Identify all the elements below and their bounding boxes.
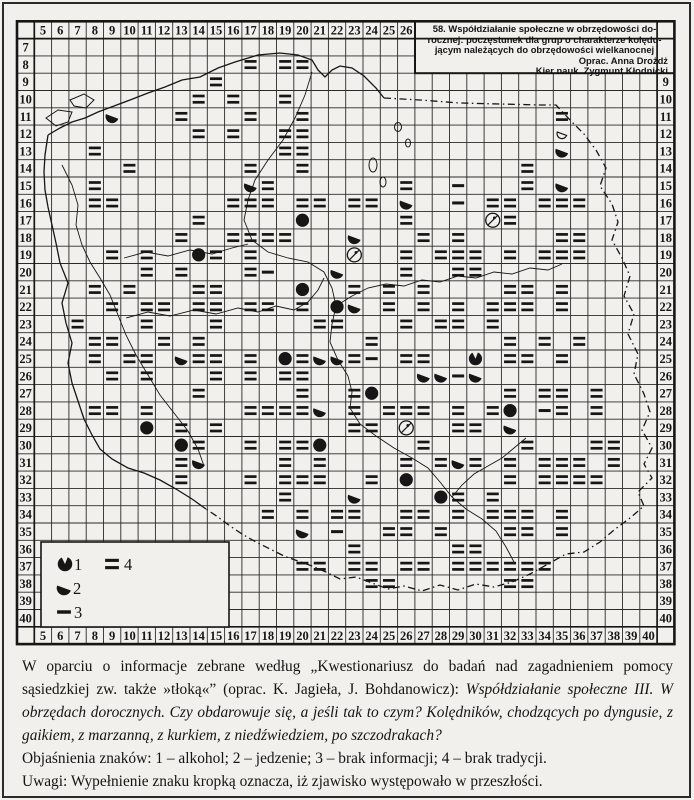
- col-label-bottom: 17: [244, 628, 257, 643]
- col-label-top: 11: [140, 23, 153, 38]
- col-label-top: 13: [175, 23, 188, 38]
- row-label-left: 21: [19, 282, 32, 297]
- col-label-top: 5: [39, 23, 47, 38]
- row-label-right: 28: [659, 403, 672, 418]
- row-label-left: 28: [19, 403, 32, 418]
- symbol-full: [175, 439, 188, 452]
- row-label-left: 14: [19, 161, 32, 176]
- legend-box: [41, 542, 229, 627]
- symbol-past: [486, 213, 500, 227]
- row-label-left: 17: [19, 213, 32, 228]
- col-label-top: 25: [382, 23, 396, 38]
- col-label-bottom: 36: [573, 628, 586, 643]
- col-label-bottom: 12: [157, 628, 171, 643]
- map-legend: [41, 542, 229, 627]
- row-label-left: 9: [22, 75, 29, 90]
- row-label-left: 16: [19, 196, 32, 211]
- symbol-past: [399, 421, 413, 435]
- row-label-right: 31: [659, 455, 672, 470]
- symbol-dash: [366, 357, 378, 360]
- col-label-top: 12: [157, 23, 171, 38]
- row-label-right: 25: [659, 351, 672, 366]
- row-label-right: 13: [659, 144, 672, 159]
- col-label-top: 14: [192, 23, 205, 38]
- row-label-left: 29: [19, 421, 32, 436]
- row-label-left: 15: [19, 178, 32, 193]
- row-label-right: 18: [659, 230, 672, 245]
- row-label-right: 15: [659, 178, 672, 193]
- caption-source-italic: Współdziałanie społeczne III. W obrzędach dorocznych. Czy obdarowuje się, a jeśli tak to czym? Kolędników, chodzących po dyngusie, z gaikiem, z marzanną, z kurkiem, z niedźwiedziem, po szczodrakach?: [22, 681, 674, 744]
- row-label-left: 22: [19, 300, 32, 315]
- row-label-right: 34: [659, 507, 672, 522]
- col-label-bottom: 20: [296, 628, 309, 643]
- col-label-bottom: 33: [521, 628, 534, 643]
- row-label-left: 11: [19, 109, 32, 124]
- col-label-bottom: 8: [91, 628, 98, 643]
- row-label-right: 29: [659, 421, 672, 436]
- row-label-right: 12: [659, 127, 672, 142]
- row-label-left: 19: [19, 248, 32, 263]
- col-label-bottom: 19: [278, 628, 292, 643]
- row-label-right: 27: [659, 386, 672, 401]
- symbol-dash: [539, 409, 551, 412]
- col-label-bottom: 7: [74, 628, 81, 643]
- map-credit-author: Oprac. Anna Drożdż: [578, 54, 668, 66]
- row-label-right: 32: [659, 473, 672, 488]
- row-label-left: 36: [19, 542, 32, 557]
- symbol-full: [434, 490, 447, 503]
- col-label-top: 23: [348, 23, 361, 38]
- col-label-top: 17: [244, 23, 257, 38]
- row-label-left: 12: [19, 127, 32, 142]
- caption-remarks: Uwagi: Wypełnienie znaku kropką oznacza, iż zjawisko występowało w przeszłości.: [22, 773, 543, 790]
- row-label-left: 34: [19, 507, 32, 522]
- row-label-right: 22: [659, 300, 672, 315]
- col-label-bottom: 34: [538, 628, 551, 643]
- row-label-right: 40: [659, 611, 672, 626]
- symbol-full: [296, 283, 309, 296]
- col-label-bottom: 31: [486, 628, 499, 643]
- symbol-past: [347, 248, 361, 262]
- col-label-top: 16: [227, 23, 240, 38]
- row-label-right: 39: [659, 594, 672, 609]
- row-label-left: 32: [19, 473, 32, 488]
- col-label-top: 24: [365, 23, 378, 38]
- col-label-bottom: 16: [227, 628, 240, 643]
- row-label-right: 9: [662, 75, 669, 90]
- col-label-bottom: 14: [192, 628, 205, 643]
- symbol-dash: [452, 184, 464, 187]
- col-label-bottom: 40: [642, 628, 655, 643]
- map-credit-supervisor: Kier nauk. Zygmunt Kłodnicki: [535, 65, 668, 77]
- legend-label-4: 4: [124, 555, 133, 574]
- col-label-bottom: 11: [140, 628, 153, 643]
- col-label-top: 8: [91, 23, 98, 38]
- row-label-right: 21: [659, 282, 672, 297]
- symbol-dash: [452, 374, 464, 377]
- col-label-bottom: 6: [57, 628, 64, 643]
- symbol-full: [296, 214, 309, 227]
- legend-label-3: 3: [74, 603, 83, 622]
- row-label-right: 33: [659, 490, 672, 505]
- symbol-dash: [57, 610, 71, 613]
- col-label-bottom: 32: [503, 628, 517, 643]
- symbol-full: [503, 404, 516, 417]
- symbol-dash: [262, 271, 274, 274]
- row-label-left: 30: [19, 438, 32, 453]
- col-label-top: 19: [278, 23, 292, 38]
- col-label-bottom: 37: [590, 628, 603, 643]
- col-label-top: 18: [261, 23, 275, 38]
- row-label-left: 25: [19, 351, 32, 366]
- symbol-full: [313, 439, 326, 452]
- map-caption: [22, 655, 673, 793]
- col-label-bottom: 21: [313, 628, 326, 643]
- map-title-line: rocznej: poczęstunek dla grup o charakterze kolędu-: [427, 33, 662, 45]
- map-title-line: 58. Współdziałanie społeczne w obrzędowości do-: [432, 23, 657, 34]
- row-label-left: 31: [19, 455, 32, 470]
- symbol-dash: [331, 530, 343, 533]
- col-label-bottom: 15: [209, 628, 223, 643]
- row-label-left: 33: [19, 490, 32, 505]
- col-label-bottom: 38: [607, 628, 621, 643]
- row-label-left: 13: [19, 144, 32, 159]
- map-title-line: jącym należących do obrzędowości wielkanocnej: [434, 44, 655, 56]
- row-label-left: 8: [22, 57, 29, 72]
- symbol-full: [279, 352, 292, 365]
- row-label-right: 38: [659, 576, 672, 591]
- row-label-right: 14: [659, 161, 672, 176]
- symbol-full: [140, 421, 153, 434]
- col-label-top: 6: [57, 23, 64, 38]
- row-label-right: 16: [659, 196, 672, 211]
- row-label-right: 30: [659, 438, 672, 453]
- row-label-left: 35: [19, 524, 32, 539]
- col-label-top: 22: [330, 23, 344, 38]
- symbol-full: [365, 387, 378, 400]
- col-label-top: 7: [74, 23, 81, 38]
- row-label-right: 37: [659, 559, 672, 574]
- row-label-left: 18: [19, 230, 32, 245]
- symbol-full: [330, 300, 343, 313]
- row-label-right: 23: [659, 317, 672, 332]
- legend-label-1: 1: [74, 555, 83, 574]
- col-label-top: 15: [209, 23, 223, 38]
- col-label-top: 9: [109, 23, 116, 38]
- symbol-full: [192, 248, 205, 261]
- col-label-bottom: 18: [261, 628, 275, 643]
- row-label-right: 26: [659, 369, 672, 384]
- row-label-left: 39: [19, 594, 32, 609]
- caption-symbol-explanations: Objaśnienia znaków: 1 – alkohol; 2 – jedzenie; 3 – brak informacji; 4 – brak tradycji.: [22, 750, 547, 767]
- col-label-bottom: 5: [39, 628, 47, 643]
- col-label-top: 26: [400, 23, 413, 38]
- row-label-right: 20: [659, 265, 672, 280]
- row-label-left: 7: [22, 40, 29, 55]
- row-label-right: 10: [659, 92, 672, 107]
- col-label-bottom: 24: [365, 628, 378, 643]
- col-label-bottom: 13: [175, 628, 188, 643]
- col-label-bottom: 30: [469, 628, 482, 643]
- row-label-left: 24: [19, 334, 32, 349]
- legend-label-2: 2: [73, 579, 82, 598]
- row-label-right: 36: [659, 542, 672, 557]
- col-label-top: 10: [123, 23, 136, 38]
- col-label-bottom: 26: [400, 628, 413, 643]
- col-label-bottom: 39: [624, 628, 638, 643]
- col-label-bottom: 9: [109, 628, 116, 643]
- caption-source-paragraph: [22, 655, 673, 747]
- row-label-left: 23: [19, 317, 32, 332]
- col-label-top: 20: [296, 23, 309, 38]
- col-label-bottom: 27: [417, 628, 430, 643]
- row-label-right: 19: [659, 248, 672, 263]
- row-label-left: 38: [19, 576, 32, 591]
- col-label-bottom: 23: [348, 628, 361, 643]
- col-label-bottom: 25: [382, 628, 396, 643]
- row-label-left: 40: [19, 611, 32, 626]
- row-label-left: 37: [19, 559, 32, 574]
- symbol-dash: [452, 201, 464, 204]
- col-label-bottom: 29: [451, 628, 465, 643]
- caption-source-roman: W oparciu o informacje zebrane według „Kwestionariusz do badań nad zagadnieniem pomocy sąsiedzkiej zw. także »tłoką«” (oprac. K. Jagieła, J. Bohdanowicz):: [22, 658, 673, 698]
- symbol-full: [400, 473, 413, 486]
- col-label-bottom: 10: [123, 628, 136, 643]
- row-label-right: 35: [659, 524, 672, 539]
- row-label-left: 26: [19, 369, 32, 384]
- map-title-block: [416, 22, 673, 77]
- row-label-right: 11: [659, 109, 672, 124]
- row-label-left: 20: [19, 265, 32, 280]
- col-label-bottom: 22: [330, 628, 344, 643]
- col-label-top: 21: [313, 23, 326, 38]
- row-label-left: 27: [19, 386, 32, 401]
- row-label-right: 24: [659, 334, 672, 349]
- col-label-bottom: 35: [555, 628, 569, 643]
- row-label-right: 17: [659, 213, 672, 228]
- row-label-left: 10: [19, 92, 32, 107]
- col-label-bottom: 28: [434, 628, 448, 643]
